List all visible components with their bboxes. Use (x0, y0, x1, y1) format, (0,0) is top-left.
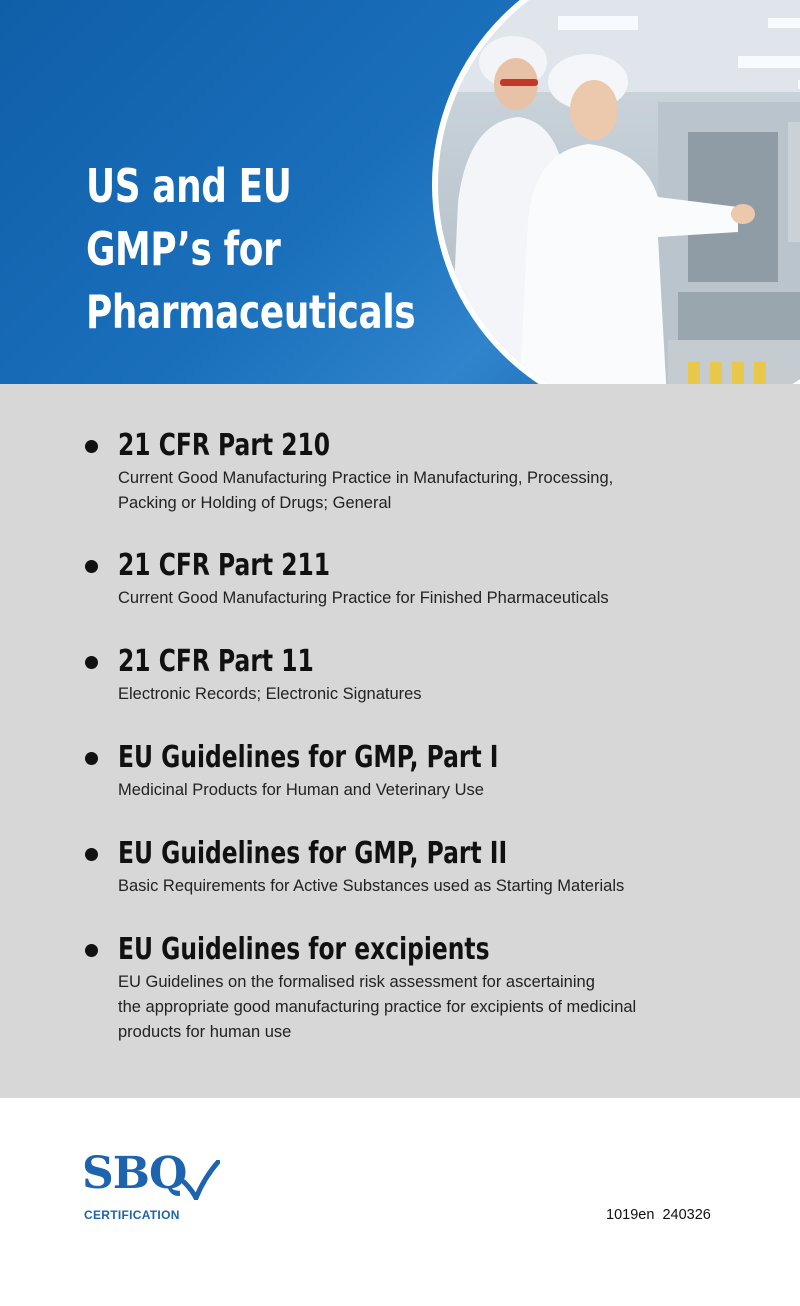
item-description-line: the appropriate good manufacturing practice for excipients of medicinal (118, 998, 637, 1016)
item-description-line: EU Guidelines on the formalised risk assessment for ascertaining (118, 973, 595, 991)
item-description-line: Electronic Records; Electronic Signatures (118, 685, 422, 703)
item-description-line: Current Good Manufacturing Practice for Finished Pharmaceuticals (118, 589, 609, 607)
bullet-icon (85, 440, 98, 453)
item-title: 21 CFR Part 210 (118, 428, 331, 463)
regulations-panel (0, 384, 800, 1098)
bullet-icon (85, 848, 98, 861)
item-description (118, 466, 718, 516)
item-description-line: Current Good Manufacturing Practice in Manufacturing, Processing, (118, 469, 614, 487)
item-title: EU Guidelines for excipients (118, 932, 490, 967)
item-description (118, 970, 718, 1045)
item-description-line: Basic Requirements for Active Substances used as Starting Materials (118, 877, 625, 895)
page-title (86, 155, 415, 344)
item-description (118, 874, 718, 899)
item-title: EU Guidelines for GMP, Part I (118, 740, 499, 775)
bullet-icon (85, 944, 98, 957)
item-description (118, 778, 718, 803)
bullet-icon (85, 752, 98, 765)
title-line-2: GMP’s for (86, 222, 281, 276)
item-title: EU Guidelines for GMP, Part II (118, 836, 508, 871)
sbq-logo (82, 1150, 232, 1226)
item-title: 21 CFR Part 11 (118, 644, 314, 679)
title-line-1: US and EU (86, 159, 292, 213)
item-description (118, 682, 718, 707)
item-title: 21 CFR Part 211 (118, 548, 331, 583)
title-line-3: Pharmaceuticals (86, 285, 416, 339)
checkmark-icon (182, 1160, 220, 1200)
logo-letters: SBQ (82, 1148, 187, 1199)
item-description-line: Medicinal Products for Human and Veterinary Use (118, 781, 484, 799)
item-description-line: products for human use (118, 1023, 292, 1041)
bullet-icon (85, 656, 98, 669)
item-description (118, 586, 718, 611)
bullet-icon (85, 560, 98, 573)
item-description-line: Packing or Holding of Drugs; General (118, 494, 392, 512)
logo-subtitle: CERTIFICATION (84, 1208, 180, 1222)
document-code: 1019en 240326 (606, 1207, 711, 1223)
